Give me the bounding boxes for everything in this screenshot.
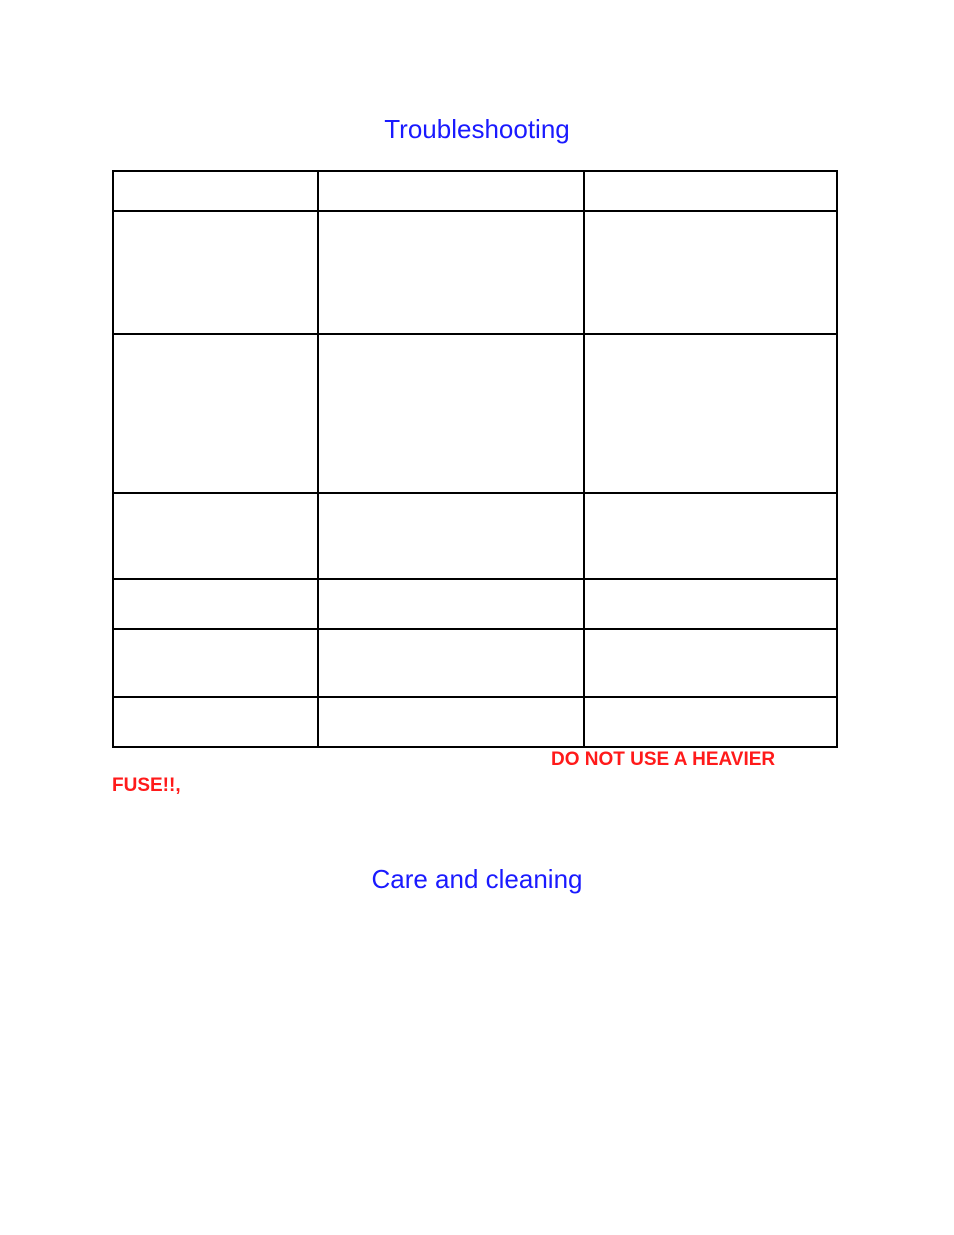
care-cleaning-heading: Care and cleaning <box>371 864 583 894</box>
table-cell <box>113 697 318 747</box>
table-row <box>113 334 837 493</box>
table-row <box>113 629 837 697</box>
table-cell <box>113 579 318 629</box>
fuse-warning-line-1: DO NOT USE A HEAVIER <box>551 749 776 770</box>
table-cell <box>318 697 584 747</box>
table-cell <box>318 211 584 334</box>
table-row <box>113 211 837 334</box>
table-cell <box>584 171 837 211</box>
table-cell <box>584 629 837 697</box>
troubleshooting-table <box>112 170 838 748</box>
table-cell <box>318 579 584 629</box>
table-cell <box>113 211 318 334</box>
table-cell <box>584 334 837 493</box>
table-cell <box>584 211 837 334</box>
table-row <box>113 579 837 629</box>
troubleshooting-heading: Troubleshooting <box>384 114 570 144</box>
table-cell <box>584 579 837 629</box>
table-cell <box>318 334 584 493</box>
table-cell <box>584 697 837 747</box>
table-cell <box>318 171 584 211</box>
table-cell <box>113 629 318 697</box>
table-row <box>113 493 837 579</box>
table-cell <box>584 493 837 579</box>
table-cell <box>318 493 584 579</box>
table-cell <box>318 629 584 697</box>
fuse-warning-line-2: FUSE!!, <box>112 775 181 796</box>
table-header-row <box>113 171 837 211</box>
table-cell <box>113 493 318 579</box>
table-cell <box>113 334 318 493</box>
table-cell <box>113 171 318 211</box>
table-row <box>113 697 837 747</box>
